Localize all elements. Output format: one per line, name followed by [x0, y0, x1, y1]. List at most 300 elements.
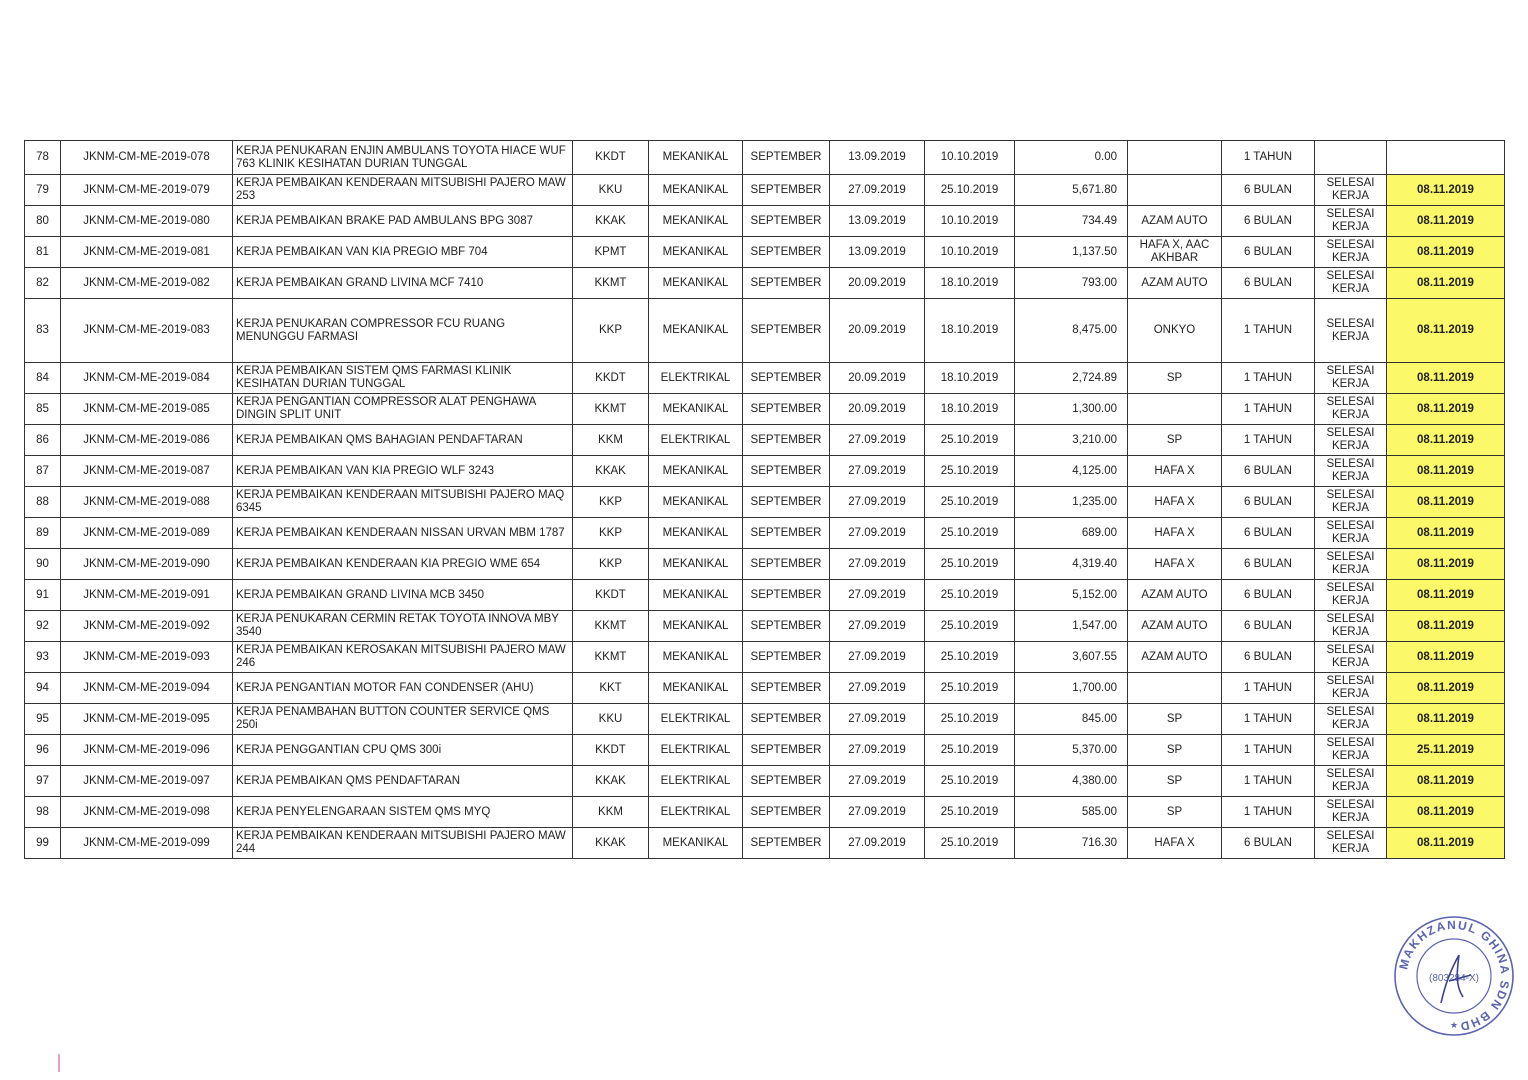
site-code-cell: KKP: [573, 299, 649, 363]
table-row: [25, 175, 1505, 206]
status-cell: SELESAI KERJA: [1315, 206, 1387, 237]
table-row: [25, 487, 1505, 518]
vendor-cell: HAFA X: [1128, 487, 1222, 518]
amount-cell: 4,125.00: [1015, 456, 1128, 487]
completion-date-cell: 08.11.2019: [1387, 363, 1505, 394]
table-row: [25, 580, 1505, 611]
row-number-cell: 95: [25, 704, 61, 735]
work-description-cell: KERJA PENGGANTIAN CPU QMS 300i: [233, 735, 573, 766]
amount-cell: 1,547.00: [1015, 611, 1128, 642]
month-cell: SEPTEMBER: [743, 735, 830, 766]
end-date-cell: 18.10.2019: [925, 268, 1015, 299]
status-cell: SELESAI KERJA: [1315, 797, 1387, 828]
end-date-cell: 10.10.2019: [925, 141, 1015, 175]
vendor-cell: HAFA X: [1128, 549, 1222, 580]
warranty-period-cell: 1 TAHUN: [1222, 704, 1315, 735]
status-cell: SELESAI KERJA: [1315, 425, 1387, 456]
completion-date-cell: 08.11.2019: [1387, 299, 1505, 363]
month-cell: SEPTEMBER: [743, 611, 830, 642]
row-number-cell: 87: [25, 456, 61, 487]
table-row: [25, 456, 1505, 487]
table-row: [25, 735, 1505, 766]
month-cell: SEPTEMBER: [743, 580, 830, 611]
table-row: [25, 828, 1505, 859]
site-code-cell: KKU: [573, 704, 649, 735]
work-description-cell: KERJA PEMBAIKAN BRAKE PAD AMBULANS BPG 3087: [233, 206, 573, 237]
site-code-cell: KKM: [573, 425, 649, 456]
warranty-period-cell: 1 TAHUN: [1222, 735, 1315, 766]
work-description-cell: KERJA PEMBAIKAN VAN KIA PREGIO WLF 3243: [233, 456, 573, 487]
table-row: [25, 704, 1505, 735]
warranty-period-cell: 1 TAHUN: [1222, 797, 1315, 828]
completion-date-cell: 08.11.2019: [1387, 206, 1505, 237]
start-date-cell: 27.09.2019: [830, 580, 925, 611]
site-code-cell: KKDT: [573, 580, 649, 611]
reference-number-cell: JKNM-CM-ME-2019-088: [61, 487, 233, 518]
start-date-cell: 20.09.2019: [830, 394, 925, 425]
amount-cell: 4,380.00: [1015, 766, 1128, 797]
reference-number-cell: JKNM-CM-ME-2019-079: [61, 175, 233, 206]
reference-number-cell: JKNM-CM-ME-2019-080: [61, 206, 233, 237]
seal-company-name: MAKHZANUL GHINA SDN BHD: [1396, 917, 1513, 1034]
reference-number-cell: JKNM-CM-ME-2019-086: [61, 425, 233, 456]
start-date-cell: 13.09.2019: [830, 237, 925, 268]
month-cell: SEPTEMBER: [743, 456, 830, 487]
row-number-cell: 91: [25, 580, 61, 611]
row-number-cell: 82: [25, 268, 61, 299]
category-cell: ELEKTRIKAL: [649, 797, 743, 828]
end-date-cell: 25.10.2019: [925, 797, 1015, 828]
site-code-cell: KKU: [573, 175, 649, 206]
work-description-cell: KERJA PEMBAIKAN VAN KIA PREGIO MBF 704: [233, 237, 573, 268]
vendor-cell: [1128, 141, 1222, 175]
warranty-period-cell: 6 BULAN: [1222, 268, 1315, 299]
end-date-cell: 18.10.2019: [925, 299, 1015, 363]
table-row: [25, 673, 1505, 704]
completion-date-cell: 08.11.2019: [1387, 704, 1505, 735]
end-date-cell: 10.10.2019: [925, 206, 1015, 237]
reference-number-cell: JKNM-CM-ME-2019-095: [61, 704, 233, 735]
reference-number-cell: JKNM-CM-ME-2019-094: [61, 673, 233, 704]
warranty-period-cell: 1 TAHUN: [1222, 141, 1315, 175]
amount-cell: 3,607.55: [1015, 642, 1128, 673]
table-row: [25, 425, 1505, 456]
category-cell: MEKANIKAL: [649, 237, 743, 268]
amount-cell: 3,210.00: [1015, 425, 1128, 456]
reference-number-cell: JKNM-CM-ME-2019-093: [61, 642, 233, 673]
vendor-cell: [1128, 673, 1222, 704]
category-cell: MEKANIKAL: [649, 828, 743, 859]
category-cell: MEKANIKAL: [649, 206, 743, 237]
completion-date-cell: 08.11.2019: [1387, 673, 1505, 704]
month-cell: SEPTEMBER: [743, 237, 830, 268]
row-number-cell: 79: [25, 175, 61, 206]
end-date-cell: 25.10.2019: [925, 425, 1015, 456]
start-date-cell: 27.09.2019: [830, 549, 925, 580]
start-date-cell: 27.09.2019: [830, 828, 925, 859]
site-code-cell: KPMT: [573, 237, 649, 268]
start-date-cell: 27.09.2019: [830, 456, 925, 487]
vendor-cell: SP: [1128, 704, 1222, 735]
row-number-cell: 88: [25, 487, 61, 518]
site-code-cell: KKP: [573, 518, 649, 549]
category-cell: ELEKTRIKAL: [649, 766, 743, 797]
warranty-period-cell: 6 BULAN: [1222, 487, 1315, 518]
amount-cell: 5,152.00: [1015, 580, 1128, 611]
work-description-cell: KERJA PEMBAIKAN GRAND LIVINA MCB 3450: [233, 580, 573, 611]
end-date-cell: 25.10.2019: [925, 549, 1015, 580]
row-number-cell: 84: [25, 363, 61, 394]
status-cell: SELESAI KERJA: [1315, 580, 1387, 611]
warranty-period-cell: 1 TAHUN: [1222, 299, 1315, 363]
vendor-cell: SP: [1128, 797, 1222, 828]
vendor-cell: AZAM AUTO: [1128, 611, 1222, 642]
work-description-cell: KERJA PEMBAIKAN QMS BAHAGIAN PENDAFTARAN: [233, 425, 573, 456]
row-number-cell: 99: [25, 828, 61, 859]
start-date-cell: 27.09.2019: [830, 175, 925, 206]
amount-cell: 5,671.80: [1015, 175, 1128, 206]
amount-cell: 793.00: [1015, 268, 1128, 299]
start-date-cell: 27.09.2019: [830, 704, 925, 735]
vendor-cell: HAFA X: [1128, 456, 1222, 487]
table-row: [25, 549, 1505, 580]
month-cell: SEPTEMBER: [743, 704, 830, 735]
amount-cell: 689.00: [1015, 518, 1128, 549]
end-date-cell: 25.10.2019: [925, 175, 1015, 206]
site-code-cell: KKDT: [573, 363, 649, 394]
site-code-cell: KKT: [573, 673, 649, 704]
maintenance-work-table: [24, 140, 1505, 859]
reference-number-cell: JKNM-CM-ME-2019-085: [61, 394, 233, 425]
amount-cell: 2,724.89: [1015, 363, 1128, 394]
reference-number-cell: JKNM-CM-ME-2019-087: [61, 456, 233, 487]
status-cell: SELESAI KERJA: [1315, 611, 1387, 642]
amount-cell: 4,319.40: [1015, 549, 1128, 580]
table-row: [25, 141, 1505, 175]
start-date-cell: 13.09.2019: [830, 206, 925, 237]
warranty-period-cell: 6 BULAN: [1222, 828, 1315, 859]
site-code-cell: KKAK: [573, 456, 649, 487]
end-date-cell: 10.10.2019: [925, 237, 1015, 268]
work-description-cell: KERJA PEMBAIKAN KENDERAAN KIA PREGIO WME 654: [233, 549, 573, 580]
work-description-cell: KERJA PEMBAIKAN GRAND LIVINA MCF 7410: [233, 268, 573, 299]
category-cell: MEKANIKAL: [649, 549, 743, 580]
end-date-cell: 25.10.2019: [925, 673, 1015, 704]
start-date-cell: 20.09.2019: [830, 268, 925, 299]
warranty-period-cell: 6 BULAN: [1222, 642, 1315, 673]
end-date-cell: 25.10.2019: [925, 580, 1015, 611]
table-row: [25, 363, 1505, 394]
work-description-cell: KERJA PEMBAIKAN KENDERAAN NISSAN URVAN MBM 1787: [233, 518, 573, 549]
row-number-cell: 94: [25, 673, 61, 704]
warranty-period-cell: 6 BULAN: [1222, 175, 1315, 206]
amount-cell: 716.30: [1015, 828, 1128, 859]
status-cell: SELESAI KERJA: [1315, 766, 1387, 797]
status-cell: SELESAI KERJA: [1315, 363, 1387, 394]
completion-date-cell: 08.11.2019: [1387, 828, 1505, 859]
reference-number-cell: JKNM-CM-ME-2019-097: [61, 766, 233, 797]
amount-cell: 1,300.00: [1015, 394, 1128, 425]
work-description-cell: KERJA PEMBAIKAN KENDERAAN MITSUBISHI PAJERO MAW 253: [233, 175, 573, 206]
amount-cell: 585.00: [1015, 797, 1128, 828]
completion-date-cell: 08.11.2019: [1387, 487, 1505, 518]
work-description-cell: KERJA PEMBAIKAN QMS PENDAFTARAN: [233, 766, 573, 797]
work-description-cell: KERJA PEMBAIKAN KENDERAAN MITSUBISHI PAJERO MAQ 6345: [233, 487, 573, 518]
table-row: [25, 237, 1505, 268]
row-number-cell: 86: [25, 425, 61, 456]
work-description-cell: KERJA PEMBAIKAN SISTEM QMS FARMASI KLINIK KESIHATAN DURIAN TUNGGAL: [233, 363, 573, 394]
category-cell: MEKANIKAL: [649, 394, 743, 425]
table-row: [25, 206, 1505, 237]
amount-cell: 1,235.00: [1015, 487, 1128, 518]
work-description-cell: KERJA PENUKARAN ENJIN AMBULANS TOYOTA HIACE WUF 763 KLINIK KESIHATAN DURIAN TUNGGAL: [233, 141, 573, 175]
end-date-cell: 25.10.2019: [925, 518, 1015, 549]
site-code-cell: KKAK: [573, 828, 649, 859]
status-cell: SELESAI KERJA: [1315, 175, 1387, 206]
completion-date-cell: 08.11.2019: [1387, 268, 1505, 299]
work-description-cell: KERJA PEMBAIKAN KENDERAAN MITSUBISHI PAJERO MAW 244: [233, 828, 573, 859]
month-cell: SEPTEMBER: [743, 766, 830, 797]
company-seal-stamp: [1393, 915, 1515, 1037]
vendor-cell: SP: [1128, 425, 1222, 456]
vendor-cell: ONKYO: [1128, 299, 1222, 363]
end-date-cell: 25.10.2019: [925, 611, 1015, 642]
category-cell: MEKANIKAL: [649, 642, 743, 673]
start-date-cell: 27.09.2019: [830, 425, 925, 456]
reference-number-cell: JKNM-CM-ME-2019-089: [61, 518, 233, 549]
site-code-cell: KKAK: [573, 206, 649, 237]
month-cell: SEPTEMBER: [743, 828, 830, 859]
month-cell: SEPTEMBER: [743, 425, 830, 456]
table-row: [25, 611, 1505, 642]
category-cell: MEKANIKAL: [649, 518, 743, 549]
amount-cell: 1,700.00: [1015, 673, 1128, 704]
month-cell: SEPTEMBER: [743, 299, 830, 363]
month-cell: SEPTEMBER: [743, 549, 830, 580]
row-number-cell: 90: [25, 549, 61, 580]
category-cell: ELEKTRIKAL: [649, 425, 743, 456]
completion-date-cell: 08.11.2019: [1387, 580, 1505, 611]
vendor-cell: AZAM AUTO: [1128, 642, 1222, 673]
status-cell: SELESAI KERJA: [1315, 456, 1387, 487]
vendor-cell: AZAM AUTO: [1128, 268, 1222, 299]
category-cell: ELEKTRIKAL: [649, 735, 743, 766]
status-cell: SELESAI KERJA: [1315, 518, 1387, 549]
warranty-period-cell: 1 TAHUN: [1222, 394, 1315, 425]
completion-date-cell: 08.11.2019: [1387, 518, 1505, 549]
warranty-period-cell: 6 BULAN: [1222, 580, 1315, 611]
end-date-cell: 25.10.2019: [925, 456, 1015, 487]
warranty-period-cell: 1 TAHUN: [1222, 766, 1315, 797]
work-description-cell: KERJA PENAMBAHAN BUTTON COUNTER SERVICE QMS 250i: [233, 704, 573, 735]
reference-number-cell: JKNM-CM-ME-2019-081: [61, 237, 233, 268]
amount-cell: 0.00: [1015, 141, 1128, 175]
end-date-cell: 25.10.2019: [925, 642, 1015, 673]
site-code-cell: KKMT: [573, 394, 649, 425]
site-code-cell: KKMT: [573, 611, 649, 642]
vendor-cell: AZAM AUTO: [1128, 580, 1222, 611]
month-cell: SEPTEMBER: [743, 487, 830, 518]
row-number-cell: 85: [25, 394, 61, 425]
month-cell: SEPTEMBER: [743, 268, 830, 299]
status-cell: SELESAI KERJA: [1315, 704, 1387, 735]
completion-date-cell: 25.11.2019: [1387, 735, 1505, 766]
end-date-cell: 18.10.2019: [925, 363, 1015, 394]
vendor-cell: HAFA X, AAC AKHBAR: [1128, 237, 1222, 268]
row-number-cell: 80: [25, 206, 61, 237]
warranty-period-cell: 6 BULAN: [1222, 206, 1315, 237]
category-cell: MEKANIKAL: [649, 580, 743, 611]
table-row: [25, 394, 1505, 425]
work-description-cell: KERJA PENUKARAN COMPRESSOR FCU RUANG MENUNGGU FARMASI: [233, 299, 573, 363]
end-date-cell: 25.10.2019: [925, 735, 1015, 766]
reference-number-cell: JKNM-CM-ME-2019-090: [61, 549, 233, 580]
row-number-cell: 97: [25, 766, 61, 797]
row-number-cell: 78: [25, 141, 61, 175]
warranty-period-cell: 6 BULAN: [1222, 611, 1315, 642]
start-date-cell: 20.09.2019: [830, 299, 925, 363]
amount-cell: 8,475.00: [1015, 299, 1128, 363]
reference-number-cell: JKNM-CM-ME-2019-082: [61, 268, 233, 299]
amount-cell: 1,137.50: [1015, 237, 1128, 268]
table-row: [25, 518, 1505, 549]
end-date-cell: 25.10.2019: [925, 704, 1015, 735]
warranty-period-cell: 6 BULAN: [1222, 549, 1315, 580]
scan-edge-mark: [58, 1054, 60, 1072]
status-cell: SELESAI KERJA: [1315, 735, 1387, 766]
work-description-cell: KERJA PENGANTIAN MOTOR FAN CONDENSER (AHU): [233, 673, 573, 704]
month-cell: SEPTEMBER: [743, 642, 830, 673]
category-cell: MEKANIKAL: [649, 175, 743, 206]
completion-date-cell: 08.11.2019: [1387, 237, 1505, 268]
completion-date-cell: 08.11.2019: [1387, 797, 1505, 828]
start-date-cell: 27.09.2019: [830, 673, 925, 704]
site-code-cell: KKAK: [573, 766, 649, 797]
seal-registration-number: (803284-X): [1428, 973, 1480, 984]
warranty-period-cell: 6 BULAN: [1222, 518, 1315, 549]
table-row: [25, 797, 1505, 828]
site-code-cell: KKDT: [573, 735, 649, 766]
site-code-cell: KKP: [573, 487, 649, 518]
reference-number-cell: JKNM-CM-ME-2019-092: [61, 611, 233, 642]
reference-number-cell: JKNM-CM-ME-2019-078: [61, 141, 233, 175]
status-cell: SELESAI KERJA: [1315, 394, 1387, 425]
start-date-cell: 27.09.2019: [830, 766, 925, 797]
category-cell: MEKANIKAL: [649, 268, 743, 299]
completion-date-cell: 08.11.2019: [1387, 766, 1505, 797]
table-row: [25, 299, 1505, 363]
vendor-cell: AZAM AUTO: [1128, 206, 1222, 237]
start-date-cell: 27.09.2019: [830, 611, 925, 642]
status-cell: [1315, 141, 1387, 175]
category-cell: MEKANIKAL: [649, 487, 743, 518]
row-number-cell: 81: [25, 237, 61, 268]
status-cell: SELESAI KERJA: [1315, 549, 1387, 580]
vendor-cell: SP: [1128, 363, 1222, 394]
start-date-cell: 27.09.2019: [830, 487, 925, 518]
status-cell: SELESAI KERJA: [1315, 828, 1387, 859]
warranty-period-cell: 6 BULAN: [1222, 456, 1315, 487]
vendor-cell: SP: [1128, 735, 1222, 766]
vendor-cell: [1128, 394, 1222, 425]
warranty-period-cell: 6 BULAN: [1222, 237, 1315, 268]
category-cell: ELEKTRIKAL: [649, 704, 743, 735]
table-row: [25, 642, 1505, 673]
category-cell: MEKANIKAL: [649, 611, 743, 642]
start-date-cell: 27.09.2019: [830, 797, 925, 828]
start-date-cell: 13.09.2019: [830, 141, 925, 175]
month-cell: SEPTEMBER: [743, 797, 830, 828]
end-date-cell: 25.10.2019: [925, 828, 1015, 859]
completion-date-cell: 08.11.2019: [1387, 611, 1505, 642]
category-cell: MEKANIKAL: [649, 456, 743, 487]
reference-number-cell: JKNM-CM-ME-2019-098: [61, 797, 233, 828]
amount-cell: 734.49: [1015, 206, 1128, 237]
month-cell: SEPTEMBER: [743, 175, 830, 206]
category-cell: MEKANIKAL: [649, 299, 743, 363]
amount-cell: 845.00: [1015, 704, 1128, 735]
vendor-cell: SP: [1128, 766, 1222, 797]
status-cell: SELESAI KERJA: [1315, 642, 1387, 673]
table-row: [25, 268, 1505, 299]
site-code-cell: KKMT: [573, 268, 649, 299]
row-number-cell: 92: [25, 611, 61, 642]
completion-date-cell: 08.11.2019: [1387, 549, 1505, 580]
work-description-cell: KERJA PENGANTIAN COMPRESSOR ALAT PENGHAWA DINGIN SPLIT UNIT: [233, 394, 573, 425]
vendor-cell: [1128, 175, 1222, 206]
status-cell: SELESAI KERJA: [1315, 237, 1387, 268]
month-cell: SEPTEMBER: [743, 141, 830, 175]
site-code-cell: KKMT: [573, 642, 649, 673]
status-cell: SELESAI KERJA: [1315, 299, 1387, 363]
start-date-cell: 27.09.2019: [830, 642, 925, 673]
completion-date-cell: 08.11.2019: [1387, 175, 1505, 206]
start-date-cell: 27.09.2019: [830, 518, 925, 549]
month-cell: SEPTEMBER: [743, 363, 830, 394]
status-cell: SELESAI KERJA: [1315, 673, 1387, 704]
row-number-cell: 83: [25, 299, 61, 363]
month-cell: SEPTEMBER: [743, 518, 830, 549]
site-code-cell: KKDT: [573, 141, 649, 175]
completion-date-cell: 08.11.2019: [1387, 642, 1505, 673]
warranty-period-cell: 1 TAHUN: [1222, 425, 1315, 456]
vendor-cell: HAFA X: [1128, 518, 1222, 549]
month-cell: SEPTEMBER: [743, 673, 830, 704]
category-cell: ELEKTRIKAL: [649, 363, 743, 394]
row-number-cell: 96: [25, 735, 61, 766]
warranty-period-cell: 1 TAHUN: [1222, 363, 1315, 394]
reference-number-cell: JKNM-CM-ME-2019-083: [61, 299, 233, 363]
seal-star-icon: ★: [1449, 1020, 1459, 1030]
status-cell: SELESAI KERJA: [1315, 487, 1387, 518]
end-date-cell: 25.10.2019: [925, 766, 1015, 797]
start-date-cell: 20.09.2019: [830, 363, 925, 394]
row-number-cell: 98: [25, 797, 61, 828]
completion-date-cell: [1387, 141, 1505, 175]
site-code-cell: KKP: [573, 549, 649, 580]
row-number-cell: 89: [25, 518, 61, 549]
work-description-cell: KERJA PENUKARAN CERMIN RETAK TOYOTA INNOVA MBY 3540: [233, 611, 573, 642]
completion-date-cell: 08.11.2019: [1387, 456, 1505, 487]
reference-number-cell: JKNM-CM-ME-2019-091: [61, 580, 233, 611]
table-row: [25, 766, 1505, 797]
status-cell: SELESAI KERJA: [1315, 268, 1387, 299]
row-number-cell: 93: [25, 642, 61, 673]
reference-number-cell: JKNM-CM-ME-2019-099: [61, 828, 233, 859]
end-date-cell: 18.10.2019: [925, 394, 1015, 425]
end-date-cell: 25.10.2019: [925, 487, 1015, 518]
completion-date-cell: 08.11.2019: [1387, 394, 1505, 425]
